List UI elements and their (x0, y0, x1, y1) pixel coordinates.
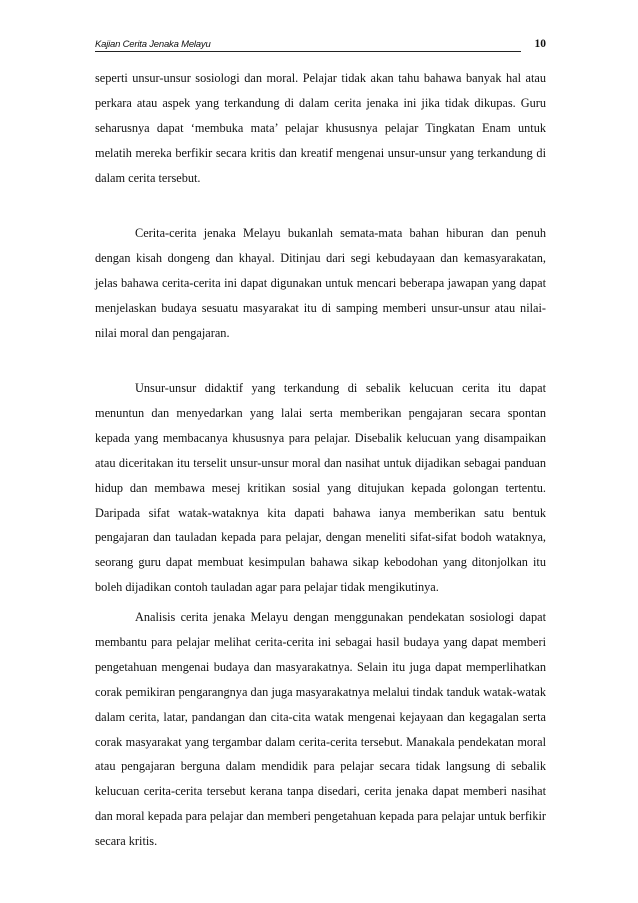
page-header (95, 38, 546, 54)
header-title: Kajian Cerita Jenaka Melayu (95, 39, 211, 50)
paragraph-continuation: seperti unsur-unsur sosiologi dan moral. Pelajar tidak akan tahu bahawa banyak hal atau perkara atau aspek yang terkandung di dalam cerita jenaka ini jika tidak dikupas. Guru seharusnya dapat ‘membuka mata’ pelajar khususnya pelajar Tingkatan Enam untuk melatih mereka berfikir secara kritis dan kreatif mengenai unsur-unsur yang terkandung di dalam cerita tersebut. (95, 71, 546, 185)
paragraph-cerita-jenaka: Cerita-cerita jenaka Melayu bukanlah semata-mata bahan hiburan dan penuh dengan kisah dongeng dan khayal. Ditinjau dari segi kebudayaan dan kemasyarakatan, jelas bahawa cerita-cerita ini dapat digunakan untuk mencari beberapa jawapan yang dapat menjelaskan budaya sesuatu masyarakat itu di samping memberi unsur-unsur atau nilai-nilai moral dan pengajaran. (95, 226, 546, 340)
header-rule (95, 51, 521, 52)
page-number: 10 (534, 38, 546, 50)
paragraph-analisis: Analisis cerita jenaka Melayu dengan menggunakan pendekatan sosiologi dapat membantu para pelajar melihat cerita-cerita ini sebagai hasil budaya yang dapat memberi pengetahuan mengenai budaya dan masyarakatnya. Selain itu juga dapat memperlihatkan corak pemikiran pengarangnya dan juga masyarakatnya melalui tindak tanduk watak-watak dalam cerita, latar, pandangan dan cita-cita watak mengenai kejayaan dan kegagalan serta corak masyarakat yang tergambar dalam cerita-cerita tersebut. Manakala pendekatan moral atau pengajaran berguna dalam mendidik para pelajar secara tidak langsung di sebalik kelucuan cerita-cerita tersebut kerana tanpa disedari, cerita jenaka dapat memberi nasihat dan moral kepada para pelajar dan memberi pengetahuan kepada para pelajar untuk berfikir secara kritis. (95, 610, 546, 849)
paragraph-unsur-didaktif: Unsur-unsur didaktif yang terkandung di sebalik kelucuan cerita itu dapat menuntun dan menyedarkan yang lalai serta memberikan pengajaran secara spontan kepada yang membacanya khususnya para pelajar. Disebalik kelucuan yang disampaikan atau diceritakan itu terselit unsur-unsur moral dan nasihat untuk dijadikan sebagai panduan hidup dan membawa mesej kritikan sosial yang ditujukan kepada golongan tertentu. Daripada sifat watak-wataknya kita dapati bahawa ianya memberikan satu bentuk pengajaran dan tauladan kepada para pelajar, dengan meneliti sifat-sifat bodoh wataknya, seorang guru dapat membuat kesimpulan bahawa sikap kebodohan yang ditonjolkan itu boleh dijadikan contoh tauladan agar para pelajar tidak mengikutinya. (95, 381, 546, 595)
